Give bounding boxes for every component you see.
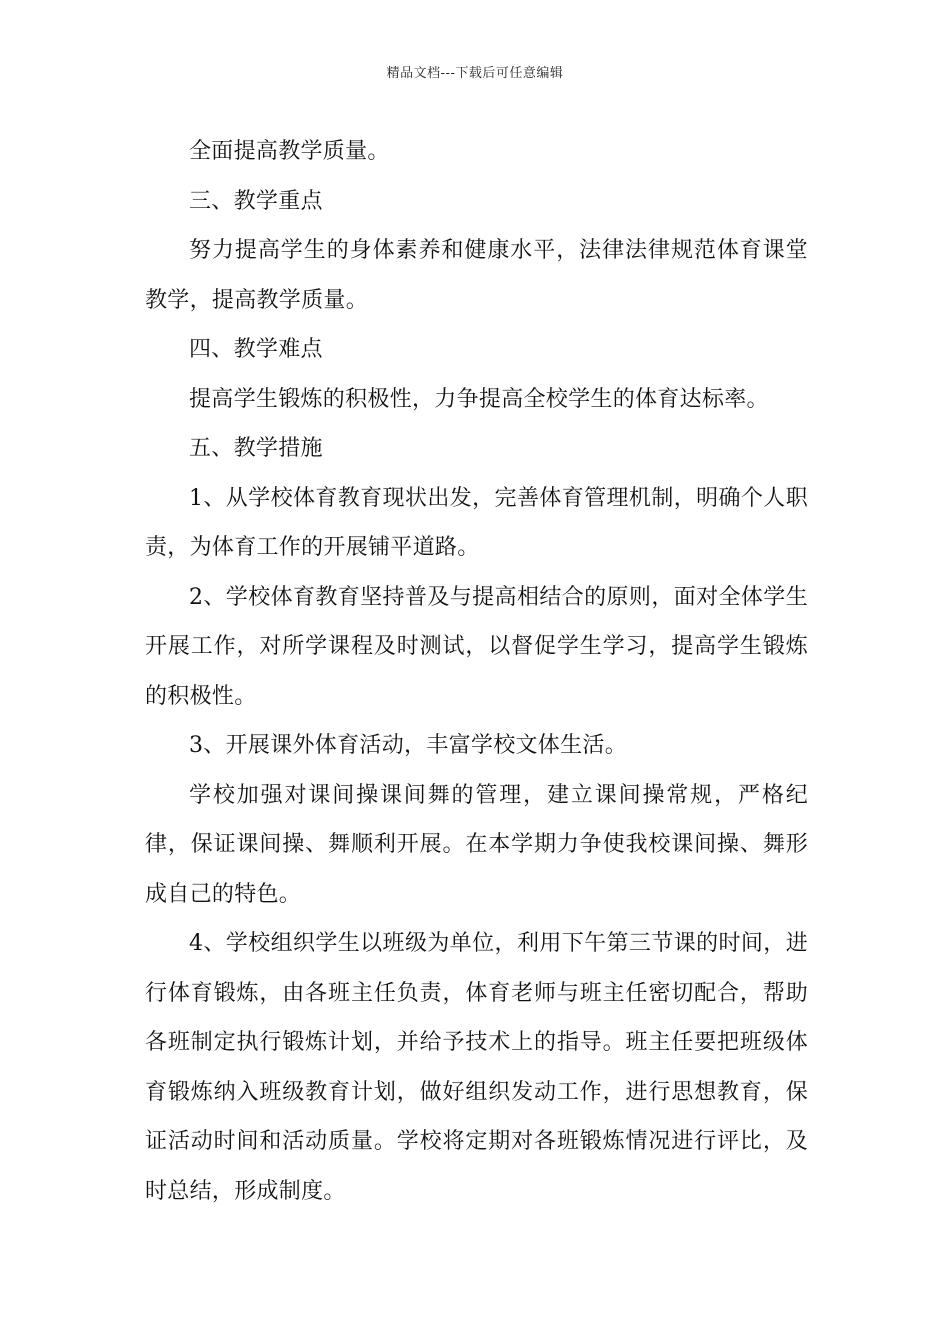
measure-item-1: 1、从学校体育教育现状出发，完善体育管理机制，明确个人职责，为体育工作的开展铺平道路。 bbox=[145, 485, 808, 560]
measure-item-2: 2、学校体育教育坚持普及与提高相结合的原则，面对全体学生开展工作，对所学课程及时测试，以督促学生学习，提高学生锻炼的积极性。 bbox=[145, 584, 808, 709]
section-heading-3: 三、教学重点 bbox=[189, 188, 323, 214]
paragraph-2: 努力提高学生的身体素养和健康水平，法律法律规范体育课堂教学，提高教学质量。 bbox=[145, 238, 808, 313]
measure-item-3-detail: 学校加强对课间操课间舞的管理，建立课间操常规，严格纪律，保证课间操、舞顺利开展。在本学期力争使我校课间操、舞形成自己的特色。 bbox=[145, 782, 808, 907]
measure-item-3: 3、开展课外体育活动，丰富学校文体生活。 bbox=[189, 733, 627, 758]
paragraph-3: 提高学生锻炼的积极性，力争提高全校学生的体育达标率。 bbox=[189, 386, 769, 412]
paragraph-1: 全面提高教学质量。 bbox=[189, 139, 390, 164]
section-heading-5: 五、教学措施 bbox=[189, 436, 323, 461]
section-heading-4: 四、教学难点 bbox=[189, 337, 323, 362]
measure-item-4: 4、学校组织学生以班级为单位，利用下午第三节课的时间，进行体育锻炼，由各班主任负责，体育老师与班主任密切配合，帮助各班制定执行锻炼计划，并给予技术上的指导。班主任要把班级体育锻炼纳入班级教育计划，做好组织发动工作，进行思想教育，保证活动时间和活动质量。学校将定期对各班锻炼情况进行评比，及时总结，形成制度。 bbox=[145, 931, 808, 1204]
page-header: 精品文档---下载后可任意编辑 bbox=[386, 66, 564, 81]
document-body bbox=[145, 127, 808, 1216]
